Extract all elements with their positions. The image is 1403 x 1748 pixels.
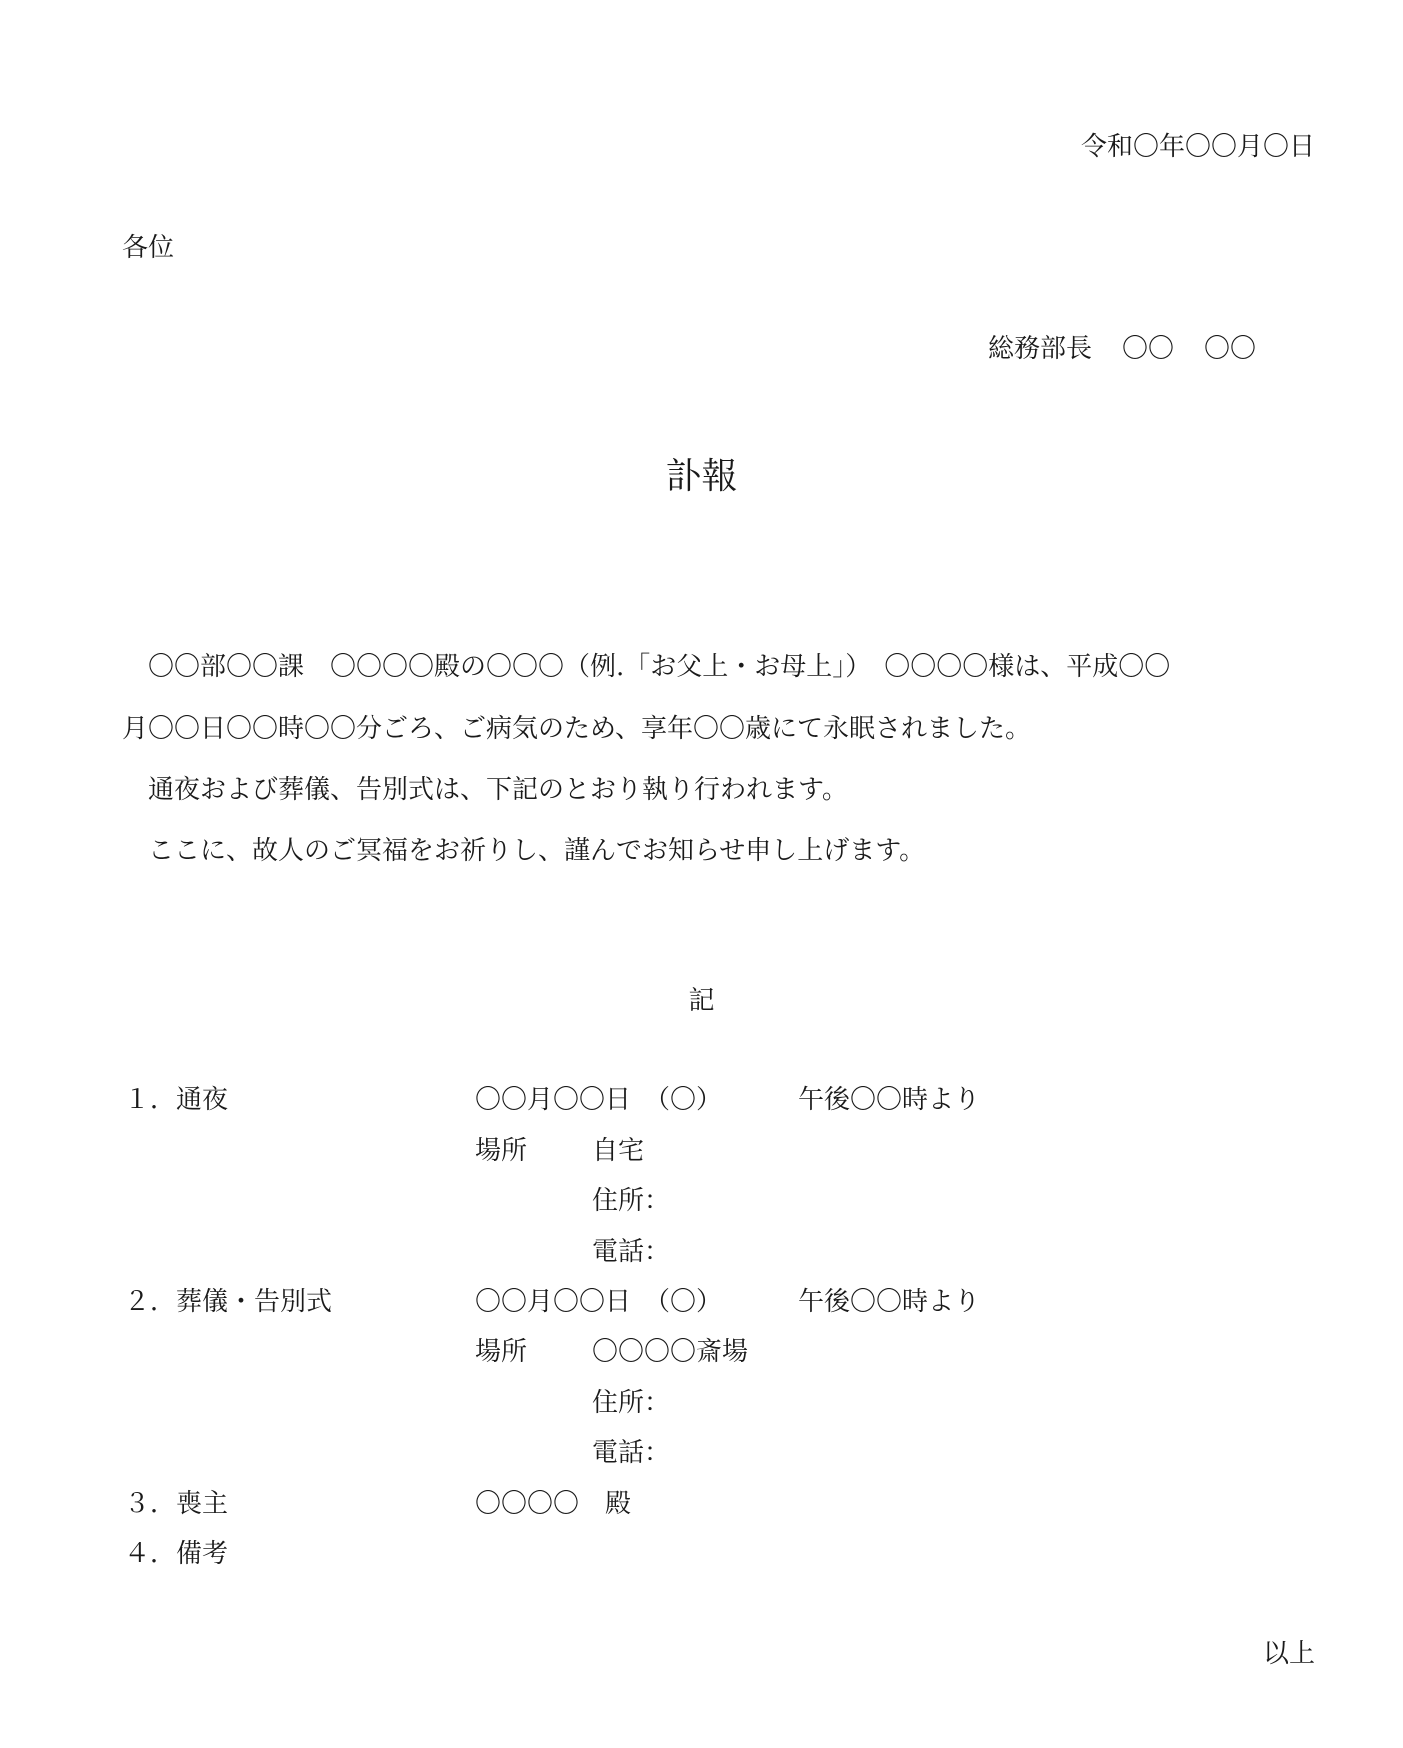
item-label-biko: ４．備考 — [124, 1539, 229, 1569]
document-date: 令和〇年〇〇月〇日 — [1080, 132, 1315, 162]
sougi-time: 午後〇〇時より — [798, 1287, 981, 1317]
tsuya-place: 自宅 — [592, 1136, 645, 1166]
tsuya-time: 午後〇〇時より — [798, 1085, 981, 1115]
sougi-place: 〇〇〇〇斎場 — [592, 1337, 749, 1367]
sougi-date: 〇〇月〇〇日 （〇） — [475, 1287, 723, 1317]
body-line: 通夜および葬儀、告別式は、下記のとおり執り行われます。 — [122, 775, 848, 805]
closing-ijou: 以上 — [1262, 1639, 1315, 1669]
item-label-moshu: ３．喪主 — [124, 1489, 229, 1519]
moshu-value: 〇〇〇〇 殿 — [475, 1489, 632, 1519]
sougi-place-label: 場所 — [475, 1337, 528, 1367]
sender — [988, 336, 1256, 362]
sougi-phone-label: 電話： — [592, 1438, 671, 1468]
sender-given-name: 〇〇 — [1204, 334, 1257, 364]
sougi-address-label: 住所： — [592, 1388, 671, 1418]
body-line: 月〇〇日〇〇時〇〇分ごろ、ご病気のため、享年〇〇歳にて永眠されました。 — [122, 714, 1031, 744]
sender-title: 総務部長 — [988, 334, 1093, 364]
tsuya-address-label: 住所： — [592, 1186, 671, 1216]
ki-heading: 記 — [688, 986, 715, 1016]
body-line: 〇〇部〇〇課 〇〇〇〇殿の〇〇〇（例.「お父上・お母上」） 〇〇〇〇様は、平成〇〇 — [122, 652, 1171, 682]
document-title: 訃報 — [665, 456, 738, 497]
addressee: 各位 — [122, 233, 175, 263]
item-label-tsuya: １．通夜 — [124, 1085, 229, 1115]
tsuya-place-label: 場所 — [475, 1136, 528, 1166]
tsuya-date: 〇〇月〇〇日 （〇） — [475, 1085, 723, 1115]
body-line: ここに、故人のご冥福をお祈りし、謹んでお知らせ申し上げます。 — [122, 836, 926, 866]
tsuya-phone-label: 電話： — [592, 1237, 671, 1267]
sender-surname: 〇〇 — [1122, 334, 1175, 364]
item-label-sougi: ２．葬儀・告別式 — [124, 1287, 333, 1317]
